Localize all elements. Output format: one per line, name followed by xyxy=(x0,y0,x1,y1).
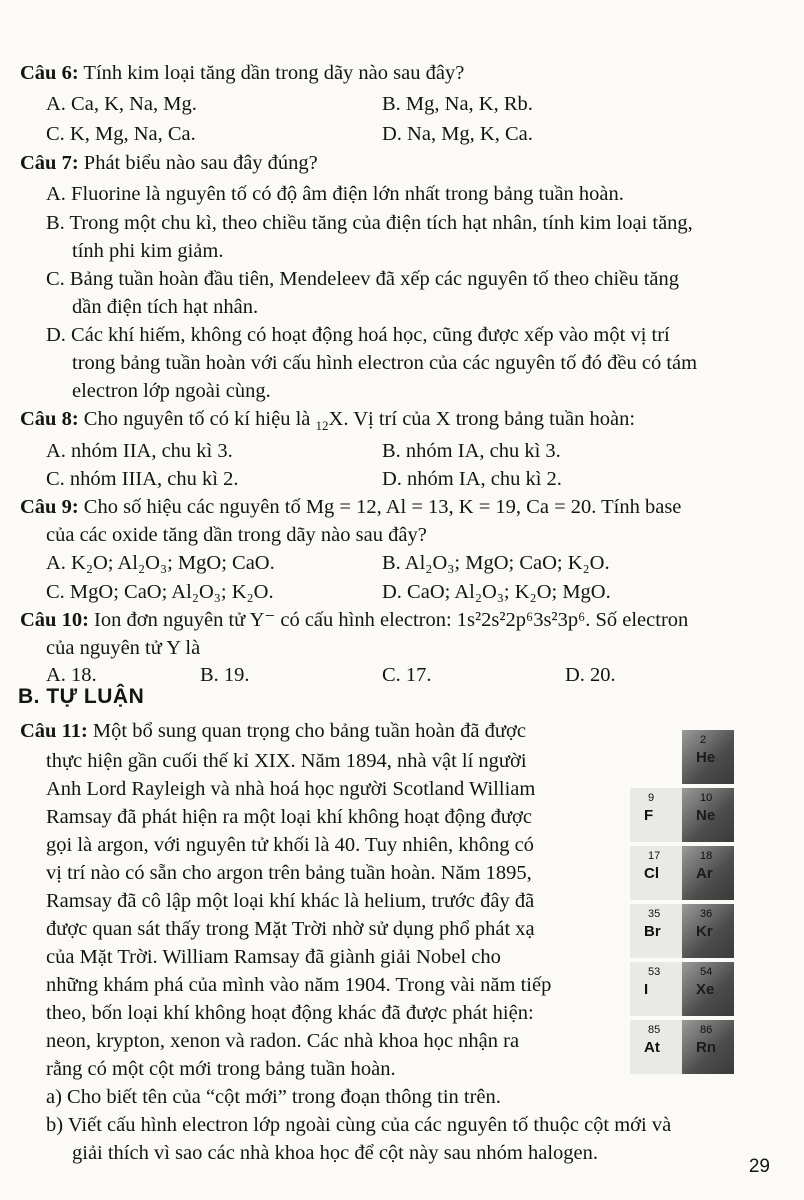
paragraph-line: của Mặt Trời. William Ramsay đã giành giải Nobel cho xyxy=(46,946,501,968)
paragraph-line: neon, krypton, xenon và radon. Các nhà khoa học nhận ra xyxy=(46,1030,520,1052)
paragraph-line: vị trí nào có sẵn cho argon trên bảng tuần hoàn. Năm 1895, xyxy=(46,862,532,884)
q7-option-c-line2: dần điện tích hạt nhân. xyxy=(72,296,259,318)
paragraph-line: những khám phá của mình vào năm 1904. Trong vài năm tiếp xyxy=(46,974,552,996)
q11-part-b-line1: b) Viết cấu hình electron lớp ngoài cùng của các nguyên tố thuộc cột mới và xyxy=(46,1114,672,1136)
q7-option-c-line1: C. Bảng tuần hoàn đầu tiên, Mendeleev đã xếp các nguyên tố theo chiều tăng xyxy=(46,268,680,290)
element-symbol: Rn xyxy=(696,1039,716,1056)
q10-option-a: A. 18. xyxy=(46,664,97,686)
paragraph-line: rằng có một cột mới trong bảng tuần hoàn. xyxy=(46,1058,396,1080)
element-cell-he xyxy=(682,730,734,784)
question-10 xyxy=(20,605,768,636)
q7-option-d-line2: trong bảng tuần hoàn với cấu hình electron của các nguyên tố đó đều có tám xyxy=(72,352,698,374)
q9-option-b: B. Al₂O₃; MgO; CaO; K₂O. xyxy=(382,552,610,574)
question-7 xyxy=(20,148,768,179)
atomic-number-subscript: 12 xyxy=(315,418,329,434)
q6-option-a: A. Ca, K, Na, Mg. xyxy=(46,93,197,115)
atomic-number: 54 xyxy=(700,966,713,978)
atomic-number: 35 xyxy=(648,908,661,920)
element-symbol: Kr xyxy=(696,923,713,940)
question-9 xyxy=(20,492,768,523)
question-label: Câu 6: xyxy=(20,62,79,84)
q11-part-a: a) Cho biết tên của “cột mới” trong đoạn thông tin trên. xyxy=(46,1086,501,1108)
question-label: Câu 10: xyxy=(20,609,89,631)
paragraph-line: theo, bốn loại khí không hoạt động khác đã được phát hiện: xyxy=(46,1002,534,1024)
element-cell-i xyxy=(630,962,682,1016)
element-symbol: Ar xyxy=(696,865,713,882)
question-text: Cho nguyên tố có kí hiệu là xyxy=(78,408,316,430)
q8-option-b: B. nhóm IA, chu kì 3. xyxy=(382,440,561,462)
element-symbol: Cl xyxy=(644,865,659,882)
q9-option-c: C. MgO; CaO; Al₂O₃; K₂O. xyxy=(46,581,274,603)
paragraph-line: Ramsay đã phát hiện ra một loại khí không hoạt động được xyxy=(46,806,532,828)
question-text: Cho số hiệu các nguyên tố Mg = 12, Al = 13, K = 19, Ca = 20. Tính base xyxy=(78,496,682,518)
element-cell-at xyxy=(630,1020,682,1074)
element-symbol: Xe xyxy=(696,981,715,998)
q10-option-c: C. 17. xyxy=(382,664,432,686)
question-label: Câu 11: xyxy=(20,720,88,742)
q9-option-d: D. CaO; Al₂O₃; K₂O; MgO. xyxy=(382,581,611,603)
periodic-table-strip xyxy=(630,730,734,1066)
atomic-number: 18 xyxy=(700,850,713,862)
question-text-end: . Vị trí của X trong bảng tuần hoàn: xyxy=(343,408,636,430)
atomic-number: 17 xyxy=(648,850,661,862)
q6-option-d: D. Na, Mg, K, Ca. xyxy=(382,123,533,145)
q10-option-b: B. 19. xyxy=(200,664,250,686)
element-cell-xe xyxy=(682,962,734,1016)
element-symbol: Br xyxy=(644,923,661,940)
question-8 xyxy=(20,404,768,435)
question-6 xyxy=(20,58,768,89)
paragraph-line: Một bổ sung quan trọng cho bảng tuần hoàn đã được xyxy=(87,720,526,742)
question-10-line2: của nguyên tử Y là xyxy=(46,637,201,659)
element-symbol: He xyxy=(696,749,716,766)
q7-option-d-line3: electron lớp ngoài cùng. xyxy=(72,380,271,402)
element-symbol: F xyxy=(644,807,654,824)
q6-option-c: C. K, Mg, Na, Ca. xyxy=(46,123,196,145)
question-11 xyxy=(20,716,526,747)
question-text: Tính kim loại tăng dần trong dãy nào sau đây? xyxy=(78,62,465,84)
atomic-number: 36 xyxy=(700,908,713,920)
element-cell-ar xyxy=(682,846,734,900)
q7-option-b-line1: B. Trong một chu kì, theo chiều tăng của điện tích hạt nhân, tính kim loại tăng, xyxy=(46,212,693,234)
element-symbol: X xyxy=(328,408,344,430)
paragraph-line: Ramsay đã cô lập một loại khí khác là helium, trước đây đã xyxy=(46,890,535,912)
question-9-line2: của các oxide tăng dần trong dãy nào sau đây? xyxy=(46,524,427,546)
element-symbol: I xyxy=(644,981,649,998)
atomic-number: 2 xyxy=(700,734,707,746)
atomic-number: 9 xyxy=(648,792,655,804)
paragraph-line: thực hiện gần cuối thế kỉ XIX. Năm 1894, nhà vật lí người xyxy=(46,750,527,772)
paragraph-line: được quan sát thấy trong Mặt Trời nhờ sử dụng phổ phát xạ xyxy=(46,918,535,940)
section-heading: B. TỰ LUẬN xyxy=(18,685,145,708)
question-label: Câu 9: xyxy=(20,496,79,518)
element-cell-f xyxy=(630,788,682,842)
atomic-number: 10 xyxy=(700,792,713,804)
element-cell-cl xyxy=(630,846,682,900)
element-cell-br xyxy=(630,904,682,958)
question-label: Câu 8: xyxy=(20,408,79,430)
element-symbol: Ne xyxy=(696,807,716,824)
q7-option-b-line2: tính phi kim giảm. xyxy=(72,240,224,262)
element-cell-rn xyxy=(682,1020,734,1074)
q9-option-a: A. K₂O; Al₂O₃; MgO; CaO. xyxy=(46,552,275,574)
paragraph-line: gọi là argon, với nguyên tử khối là 40. Tuy nhiên, không có xyxy=(46,834,534,856)
question-text: Phát biểu nào sau đây đúng? xyxy=(78,152,318,174)
q8-option-a: A. nhóm IIA, chu kì 3. xyxy=(46,440,233,462)
atomic-number: 86 xyxy=(700,1024,713,1036)
question-label: Câu 7: xyxy=(20,152,79,174)
q6-option-b: B. Mg, Na, K, Rb. xyxy=(382,93,533,115)
element-cell-kr xyxy=(682,904,734,958)
q8-option-c: C. nhóm IIIA, chu kì 2. xyxy=(46,468,239,490)
q7-option-d-line1: D. Các khí hiếm, không có hoạt động hoá học, cũng được xếp vào một vị trí xyxy=(46,324,670,346)
element-symbol: At xyxy=(644,1039,660,1056)
atomic-number: 53 xyxy=(648,966,661,978)
question-text: Ion đơn nguyên tử Y⁻ có cấu hình electron: 1s²2s²2p⁶3s²3p⁶. Số electron xyxy=(88,609,689,631)
atomic-number: 85 xyxy=(648,1024,661,1036)
paragraph-line: Anh Lord Rayleigh và nhà hoá học người Scotland William xyxy=(46,778,536,800)
q8-option-d: D. nhóm IA, chu kì 2. xyxy=(382,468,562,490)
element-cell-ne xyxy=(682,788,734,842)
page-number: 29 xyxy=(748,1156,770,1177)
q7-option-a: A. Fluorine là nguyên tố có độ âm điện lớn nhất trong bảng tuần hoàn. xyxy=(46,183,624,205)
q11-part-b-line2: giải thích vì sao các nhà khoa học để cột này sau nhóm halogen. xyxy=(72,1142,599,1164)
q10-option-d: D. 20. xyxy=(565,664,616,686)
